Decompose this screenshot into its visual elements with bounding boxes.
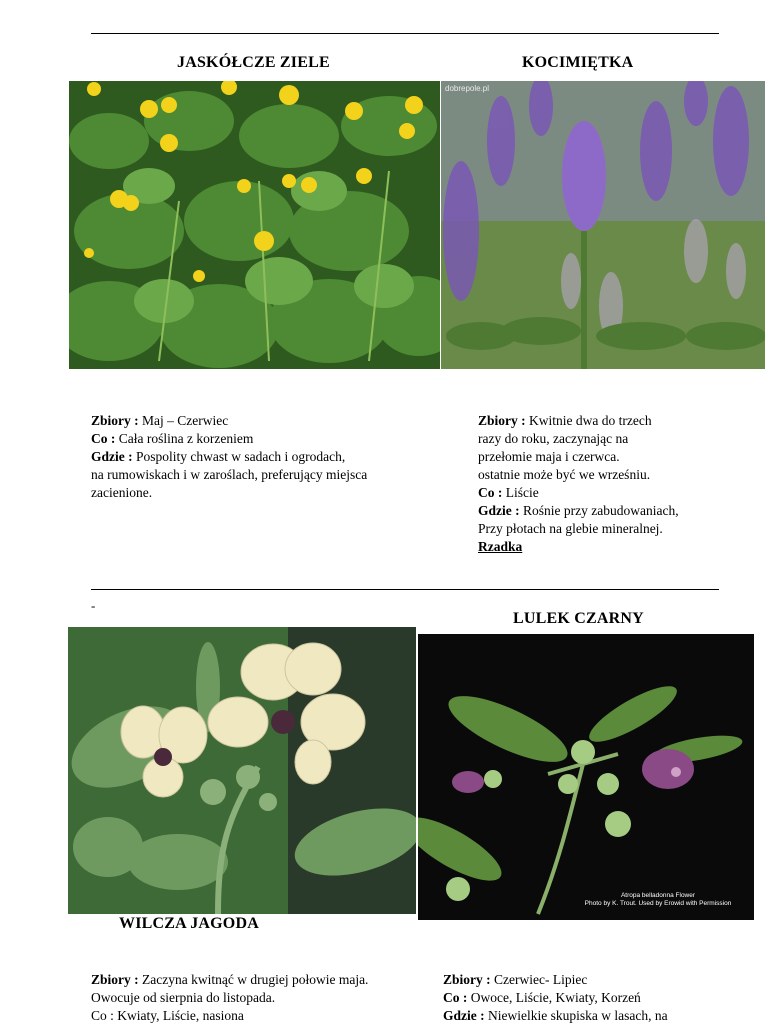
harvest-line xyxy=(443,971,668,989)
celandine-description xyxy=(91,412,367,502)
celandine-photo xyxy=(69,81,440,369)
harvest-line xyxy=(478,412,679,430)
belladonna-description xyxy=(91,971,368,1025)
where-value: Pospolity chwast w sadach i ogrodach, xyxy=(136,449,346,464)
top-divider xyxy=(91,33,719,34)
harvest-value: Kwitnie dwa do trzech xyxy=(529,413,652,428)
harvest-line-2: razy do roku, zaczynając na xyxy=(478,431,629,446)
harvest-line xyxy=(91,971,368,989)
photo-watermark: dobrepole.pl xyxy=(445,84,490,93)
what-value: Cała roślina z korzeniem xyxy=(118,431,254,446)
harvest-line-2: Owocuje od sierpnia do listopada. xyxy=(91,990,276,1005)
harvest-line-3: przełomie maja i czerwca. xyxy=(478,449,620,464)
what-label: Co : xyxy=(91,431,116,446)
what-line xyxy=(443,989,668,1007)
where-value: Rośnie przy zabudowaniach, xyxy=(523,503,679,518)
where-label: Gdzie : xyxy=(91,449,133,464)
photo-caption xyxy=(568,892,748,908)
harvest-value: Zaczyna kwitnąć w drugiej połowie maja. xyxy=(142,972,369,987)
harvest-label: Zbiory : xyxy=(443,972,491,987)
harvest-value: Maj – Czerwiec xyxy=(142,413,229,428)
what-value: Kwiaty, Liście, nasiona xyxy=(117,1008,244,1023)
what-line xyxy=(91,430,367,448)
where-value: Niewielkie skupiska w lasach, na xyxy=(488,1008,668,1023)
rarity-note: Rzadka xyxy=(478,539,523,554)
catnip-description xyxy=(478,412,679,556)
harvest-label: Zbiory : xyxy=(91,972,139,987)
caption-line-1: Atropa belladonna Flower xyxy=(620,892,696,899)
what-label: Co : xyxy=(443,990,468,1005)
what-label: Co : xyxy=(478,485,503,500)
what-value: Liście xyxy=(505,485,539,500)
what-label: Co : xyxy=(91,1008,114,1023)
harvest-value: Czerwiec- Lipiec xyxy=(494,972,588,987)
harvest-line-4: ostatnie może być we wrześniu. xyxy=(478,467,651,482)
where-line xyxy=(478,502,679,520)
henbane-title: LULEK CZARNY xyxy=(513,610,644,627)
separator-mark: - xyxy=(91,598,96,613)
catnip-photo xyxy=(441,81,765,369)
henbane-description xyxy=(443,971,668,1025)
what-line xyxy=(478,484,679,502)
where-line xyxy=(443,1007,668,1025)
where-line-2: Przy płotach na glebie mineralnej. xyxy=(478,521,663,536)
belladonna-title: WILCZA JAGODA xyxy=(119,915,259,932)
where-label: Gdzie : xyxy=(443,1008,485,1023)
harvest-line xyxy=(91,412,367,430)
where-line-2: na rumowiskach i w zaroślach, preferujący miejsca xyxy=(91,467,368,482)
what-value: Owoce, Liście, Kwiaty, Korzeń xyxy=(470,990,641,1005)
what-line xyxy=(91,1007,368,1025)
celandine-title: JASKÓŁCZE ZIELE xyxy=(177,54,330,71)
where-line xyxy=(91,448,367,466)
catnip-title: KOCIMIĘTKA xyxy=(522,54,634,71)
caption-line-2: Photo by K. Trout. Used by Erowid with Permission xyxy=(584,900,732,907)
middle-divider xyxy=(91,589,719,590)
harvest-label: Zbiory : xyxy=(478,413,526,428)
harvest-label: Zbiory : xyxy=(91,413,139,428)
henbane-photo xyxy=(68,627,416,914)
belladonna-photo xyxy=(418,634,754,920)
where-label: Gdzie : xyxy=(478,503,520,518)
where-line-3: zacienione. xyxy=(91,485,153,500)
